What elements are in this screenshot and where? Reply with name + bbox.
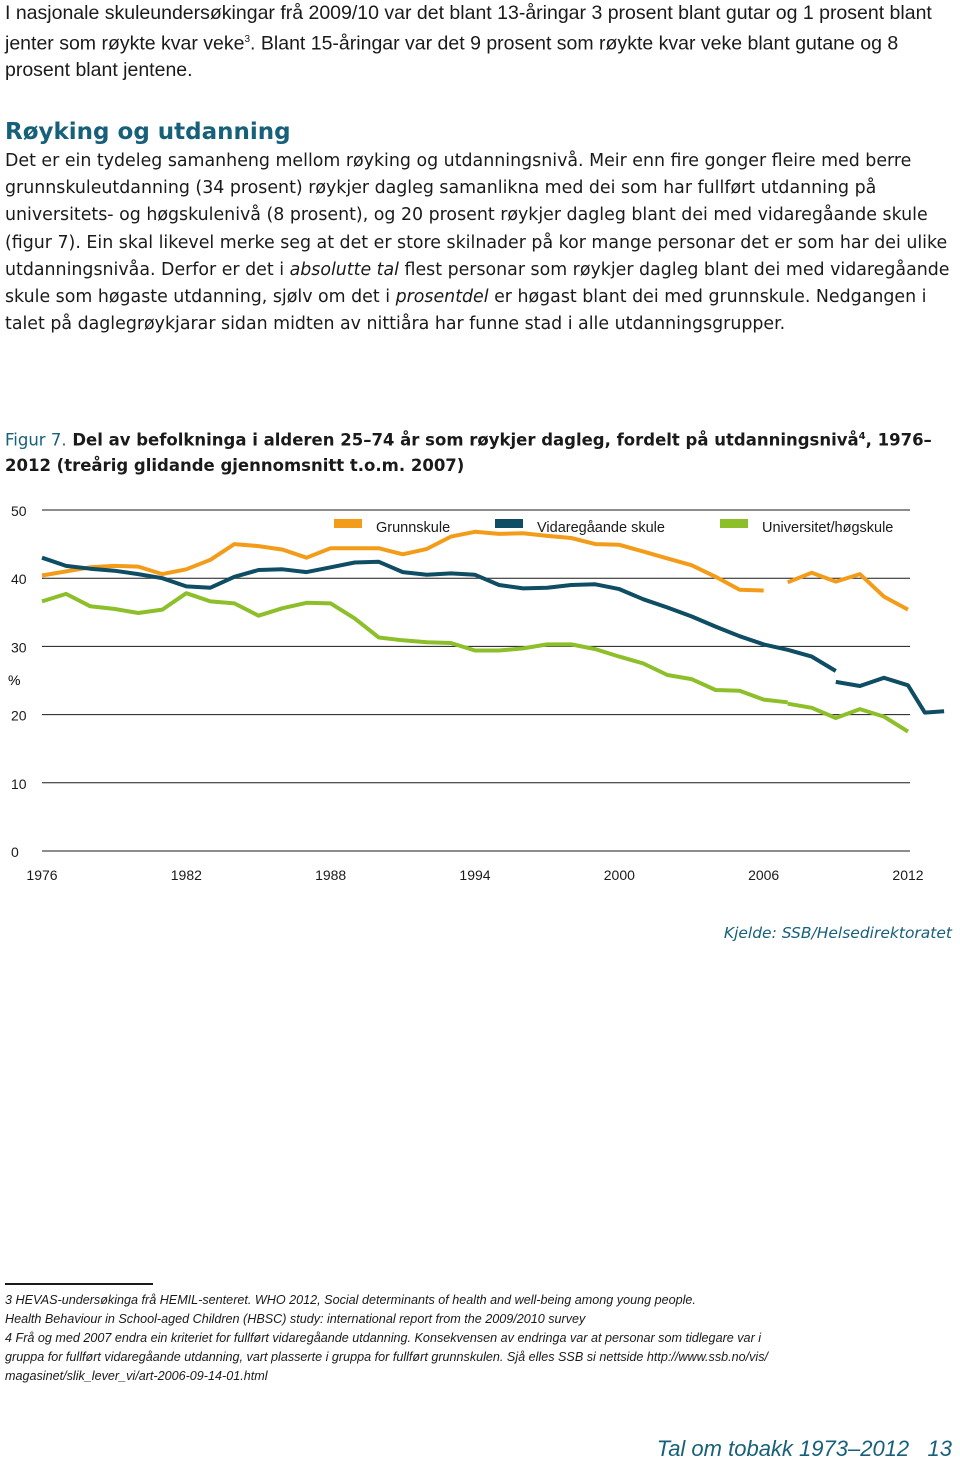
body-emphasis-2: prosentdel	[395, 287, 489, 308]
legend-label: Vidaregåande skule	[537, 520, 665, 536]
series-line	[42, 532, 764, 591]
chart-source: Kjelde: SSB/Helsedirektoratet	[723, 924, 952, 942]
series-line	[788, 704, 908, 732]
y-axis-label: %	[8, 672, 21, 688]
footnote-ref-4[interactable]: 4	[858, 431, 866, 442]
y-tick-label: 50	[11, 503, 27, 519]
body-text-3: er høgast blant dei med grunnskule. Nedgangen i talet på daglegrøykjarar sidan midten av nittiåra har funne stad i alle utdanningsgrupper.	[5, 287, 927, 335]
legend-swatch	[334, 519, 362, 528]
chart-legend	[334, 519, 893, 536]
figure-caption	[5, 424, 945, 478]
footnote-rule	[5, 1283, 153, 1285]
x-axis-ticks	[26, 867, 923, 883]
page-footer	[657, 1436, 952, 1462]
y-tick-label: 40	[11, 571, 27, 588]
footnote-line[interactable]: magasinet/slik_lever_vi/art-2006-09-14-01.html	[5, 1369, 268, 1383]
body-text-1: Det er ein tydeleg samanheng mellom røyking og utdanningsnivå. Meir enn fire gonger fleire med berre grunnskuleutdanning (34 prosent) røykjer dagleg samanlikna med dei som har fullført utdanning på universitets- og høgskulenivå (8 prosent), og 20 prosent røykjer dagleg blant dei med vidaregåande skule (figur 7). Ein skal likevel merke seg at det er store skilnader på kor mange personar det er som har dei ulike utdanningsnivåa. Derfor er det i	[5, 151, 948, 280]
intro-paragraph	[5, 0, 955, 83]
body-text-2: flest personar som røykjer dagleg blant dei med vidaregåande skule som høgaste utdanning, sjølv om det i	[5, 259, 950, 308]
figure-title-2: , 1976–2012 (treårig glidande gjennomsnitt t.o.m. 2007)	[5, 430, 932, 475]
x-tick-label: 1982	[170, 867, 202, 883]
chart-series	[42, 532, 944, 732]
publication-title: Tal om tobakk 1973–2012	[656, 1436, 910, 1461]
figure-number: Figur 7.	[5, 430, 67, 450]
footnotes	[5, 1291, 950, 1386]
figure-title: Del av befolkninga i alderen 25–74 år som røykjer dagleg, fordelt på utdanningsnivå	[66, 430, 859, 450]
x-tick-label: 2000	[603, 867, 635, 883]
body-emphasis-1: absolutte tal	[289, 259, 399, 280]
legend-label: Universitet/høgskule	[762, 520, 894, 536]
intro-text: I nasjonale skuleundersøkingar frå 2009/10 var det blant 13-åringar 3 prosent blant gutar og 1 prosent blant jenter som røykte kvar veke	[5, 2, 932, 54]
y-tick-label: 20	[11, 707, 27, 724]
x-tick-label: 2012	[892, 867, 924, 883]
legend-swatch	[495, 519, 523, 528]
x-tick-label: 1976	[26, 867, 58, 883]
footnote-line: 3 HEVAS-undersøkinga frå HEMIL-senteret. WHO 2012, Social determinants of health and well-being among young people.	[5, 1293, 696, 1307]
footnote-line[interactable]: gruppa for fullført vidaregåande utdanning, vart plasserte i gruppa for fullført grunnskulen. Sjå elles SSB si nettside http://www.ssb.no/vis/	[5, 1350, 769, 1364]
footnote-line: Health Behaviour in School-aged Children (HBSC) study: international report from the 2009/2010 survey	[5, 1312, 586, 1326]
intro-text-2: . Blant 15-åringar var det 9 prosent som røykte kvar veke blant gutane og 8 prosent blant jentene.	[5, 32, 899, 81]
y-tick-label: 30	[11, 639, 27, 656]
section-heading: Røyking og utdanning	[5, 119, 291, 145]
smoking-by-education-chart	[0, 495, 960, 895]
footnote-ref-3[interactable]: 3	[244, 33, 251, 45]
x-tick-label: 1994	[459, 867, 491, 883]
series-line	[836, 678, 944, 713]
y-tick-label: 0	[11, 844, 19, 860]
footnote-line: 4 Frå og med 2007 endra ein kriteriet for fullført vidaregåande utdanning. Konsekvensen av endringa var at personar som tidlegare var i	[5, 1331, 762, 1345]
chart-grid	[42, 510, 910, 851]
page-number: 13	[927, 1436, 952, 1461]
section-body	[5, 148, 955, 338]
legend-swatch	[720, 519, 748, 528]
y-tick-label: 10	[11, 775, 27, 792]
x-tick-label: 2006	[748, 867, 780, 883]
legend-label: Grunnskule	[376, 520, 451, 536]
x-tick-label: 1988	[315, 867, 347, 883]
